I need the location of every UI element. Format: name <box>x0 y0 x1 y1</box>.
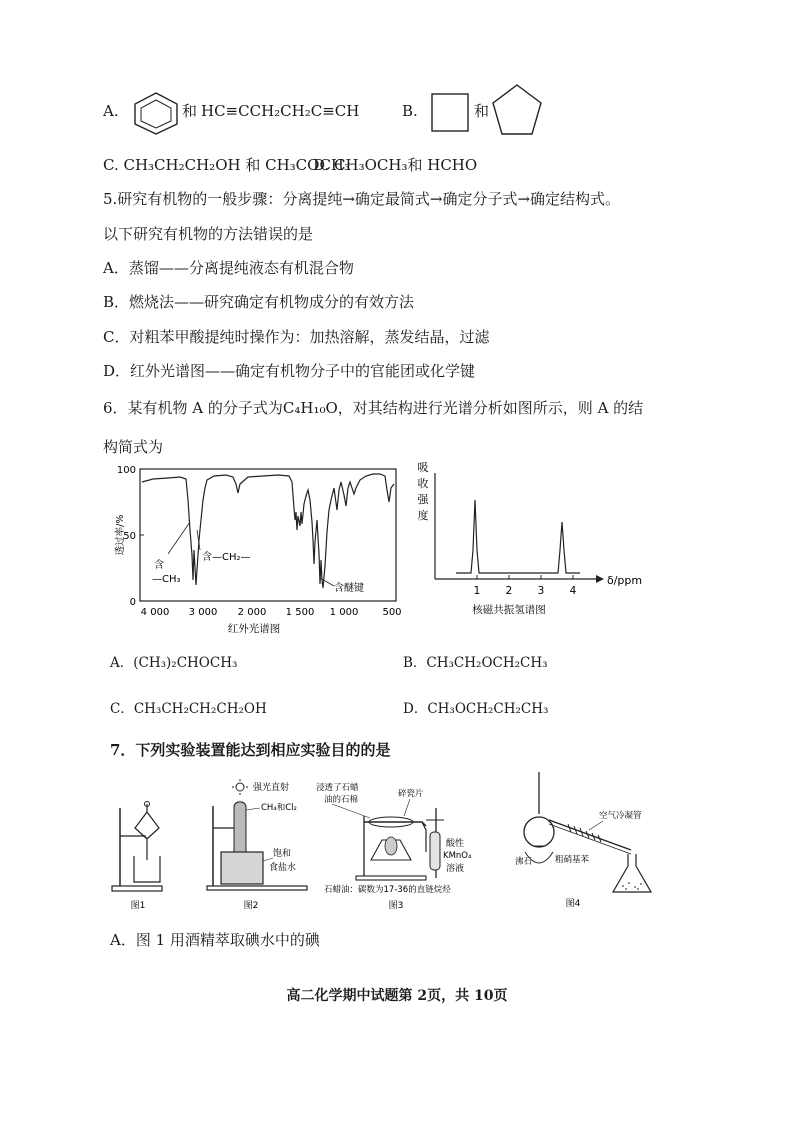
q4-option-c: C. CH₃CH₂CH₂OH 和 CH₃COCH₃ <box>103 156 351 174</box>
q7-option-a: A．图 1 用酒精萃取碘水中的碘 <box>110 931 320 949</box>
fig3-kmno4-label: KMnO₄ <box>443 851 472 861</box>
q4-option-b-label: B. <box>402 102 418 120</box>
sun-icon <box>232 779 248 795</box>
fig2-water-label-2: 食盐水 <box>269 863 297 873</box>
ir-caption: 红外光谱图 <box>227 623 281 635</box>
nmr-spectrum-curve <box>456 500 580 573</box>
apparatus-figure-3 <box>316 778 472 912</box>
fig1-caption: 图1 <box>130 901 146 911</box>
nmr-spectrum-figure <box>408 455 648 620</box>
ir-xtick-4000: 4 000 <box>140 607 170 618</box>
nmr-xtick-1: 1 <box>473 585 481 597</box>
fig2-light-label: 强光直射 <box>253 783 290 793</box>
ir-xtick-3000: 3 000 <box>188 607 218 618</box>
cyclobutane-structure-icon <box>430 92 470 134</box>
q6-option-a: A．(CH₃)₂CHOCH₃ <box>110 655 238 671</box>
fig2-caption: 图2 <box>243 901 259 911</box>
q6-option-b: B．CH₃CH₂OCH₂CH₃ <box>403 655 548 671</box>
q4-option-a-and: 和 <box>182 102 198 120</box>
benzene-structure-icon <box>131 91 181 135</box>
fig3-solution-label: 溶液 <box>446 864 465 874</box>
q6-option-d: D．CH₃OCH₂CH₂CH₃ <box>403 701 549 717</box>
nmr-x-axis-arrow <box>596 575 604 583</box>
fig3-asbestos-label-1: 浸透了石蜡 <box>316 783 359 793</box>
q4-option-b-and: 和 <box>474 102 490 120</box>
fig4-boiling-chip-label: 沸石 <box>515 857 533 867</box>
q5-option-c: C．对粗苯甲酸提纯时操作为：加热溶解，蒸发结晶，过滤 <box>103 328 490 346</box>
ir-ytick-0: 0 <box>129 597 136 608</box>
ir-spectrum-curve <box>142 474 394 588</box>
q6-stem-line2: 构简式为 <box>103 438 164 456</box>
fig4-condenser-label: 空气冷凝管 <box>599 811 642 821</box>
fig2-water-label-1: 饱和 <box>273 849 292 859</box>
apparatus-figure-4 <box>513 770 673 912</box>
ir-annotation-ch2: 含—CH₂— <box>202 552 251 563</box>
q5-stem-line2: 以下研究有机物的方法错误的是 <box>103 225 314 243</box>
ir-xtick-1000: 1 000 <box>329 607 359 618</box>
ir-annotation-ch3-line2: —CH₃ <box>152 574 181 585</box>
fig2-gas-label: CH₄和Cl₂ <box>261 803 297 813</box>
ir-annotation-ether: 含醚键 <box>334 583 364 594</box>
nmr-xtick-4: 4 <box>569 585 577 597</box>
q5-option-b: B．燃烧法——研究确定有机物成分的有效方法 <box>103 293 415 311</box>
fig3-asbestos-label-2: 油的石棉 <box>324 795 359 805</box>
ir-xtick-500: 500 <box>382 607 402 618</box>
q6-stem-line1: 6．某有机物 A 的分子式为C₄H₁₀O，对其结构进行光谱分析如图所示，则 A 的结 <box>103 399 644 417</box>
q5-option-a: A．蒸馏——分离提纯液态有机混合物 <box>103 259 354 277</box>
fig4-nitrobenzene-label: 粗硝基苯 <box>555 855 590 865</box>
fig3-acid-label: 酸性 <box>446 839 465 849</box>
ir-ytick-50: 50 <box>123 531 136 542</box>
q6-option-c: C．CH₃CH₂CH₂CH₂OH <box>110 701 267 717</box>
page-footer: 高二化学期中试题第 2页，共 10页 <box>286 988 508 1004</box>
nmr-ylabel-char: 收 <box>417 477 429 490</box>
ir-xtick-2000: 2 000 <box>237 607 267 618</box>
ir-annotation-ch3-line1: 含 <box>154 560 164 571</box>
q7-stem: 7．下列实验装置能达到相应实验目的的是 <box>110 741 391 759</box>
apparatus-figure-1 <box>110 800 170 912</box>
apparatus-figure-2 <box>205 778 320 912</box>
nmr-ylabel-char: 吸 <box>417 461 429 474</box>
cyclopentene-structure-icon <box>490 82 544 138</box>
q4-option-a-formula: HC≡CCH₂CH₂C≡CH <box>201 102 360 120</box>
nmr-ylabel-char: 度 <box>417 509 429 522</box>
ir-ylabel: 透过率/% <box>115 514 126 556</box>
fig3-paraffin-note: 石蜡油：碳数为17-36的直链烷烃 <box>324 885 451 895</box>
ir-ytick-100: 100 <box>116 465 136 476</box>
q5-stem-line1: 5.研究有机物的一般步骤：分离提纯→确定最简式→确定分子式→确定结构式。 <box>103 190 621 208</box>
q4-option-a-label: A. <box>103 102 119 120</box>
fig3-chip-label: 碎瓷片 <box>398 789 424 799</box>
nmr-xtick-2: 2 <box>505 585 513 597</box>
fig4-caption: 图4 <box>565 899 581 909</box>
ir-xtick-1500: 1 500 <box>285 607 315 618</box>
q4-option-d: D. CH₃OCH₃和 HCHO <box>313 156 478 174</box>
fig3-caption: 图3 <box>388 901 404 911</box>
q5-option-d: D．红外光谱图——确定有机物分子中的官能团或化学键 <box>103 362 476 380</box>
nmr-ylabel-char: 强 <box>417 493 429 506</box>
nmr-xlabel: δ/ppm <box>607 574 643 587</box>
ir-spectrum-figure <box>108 460 408 645</box>
nmr-caption: 核磁共振氢谱图 <box>472 604 546 616</box>
nmr-xtick-3: 3 <box>537 585 545 597</box>
